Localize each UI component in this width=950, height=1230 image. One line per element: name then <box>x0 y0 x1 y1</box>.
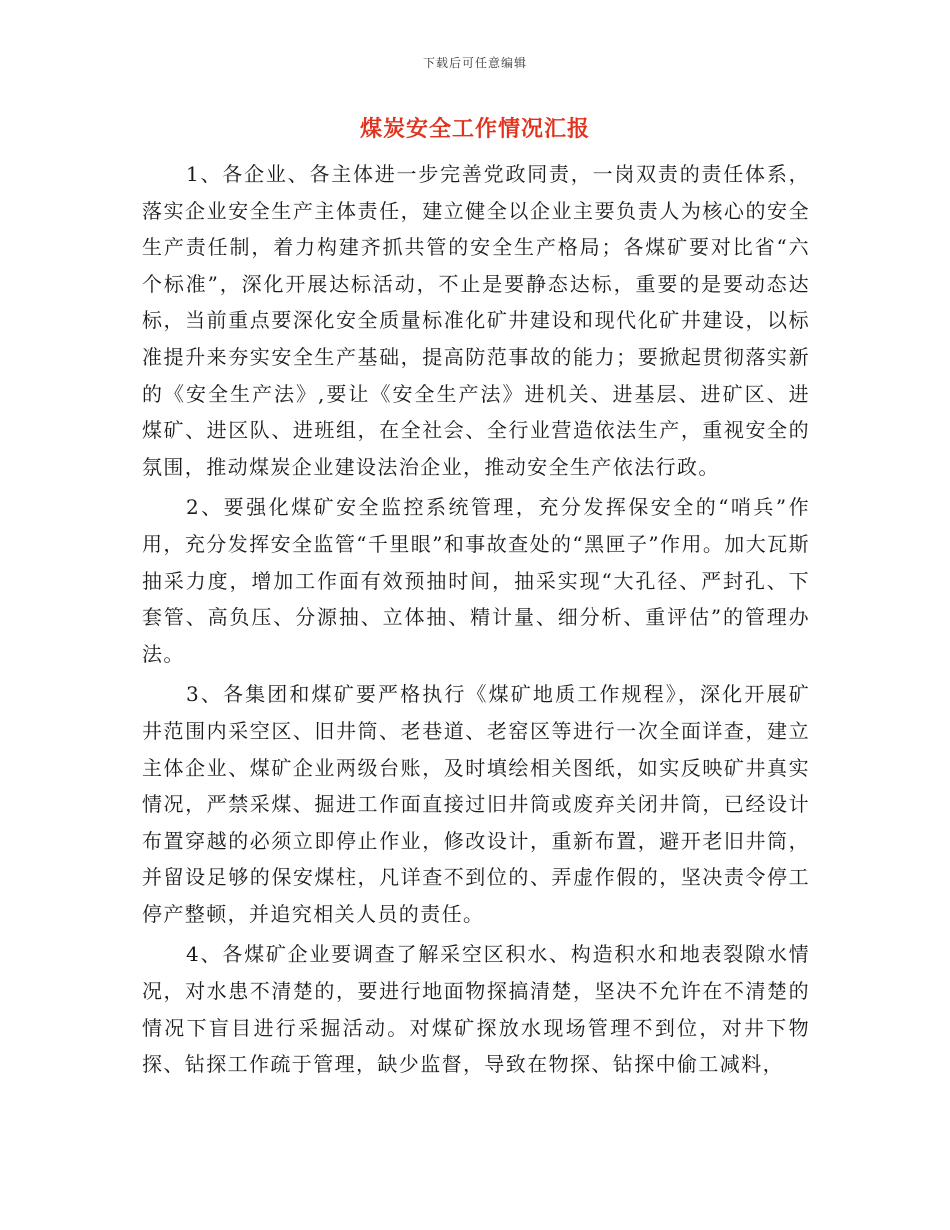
header-note: 下载后可任意编辑 <box>422 56 527 70</box>
paragraph-1: 1、各企业、各主体进一步完善党政同责，一岗双责的责任体系，落实企业安全生产主体责任，建立健全以企业主要负责人为核心的安全生产责任制，着力构建齐抓共管的安全生产格局；各煤矿要对比省“六个标准”，深化开展达标活动，不止是要静态达标，重要的是要动态达标，当前重点要深化安全质量标准化矿井建设和现代化矿井建设，以标准提升来夯实安全生产基础，提高防范事故的能力；要掀起贯彻落实新的《安全生产法》,要让《安全生产法》进机关、进基层、进矿区、进煤矿、进区队、进班组，在全社会、全行业营造依法生产，重视安全的氛围，推动煤炭企业建设法治企业，推动安全生产依法行政。 <box>142 162 810 479</box>
paragraph-4: 4、各煤矿企业要调查了解采空区积水、构造积水和地表裂隙水情况，对水患不清楚的，要进行地面物探搞清楚，坚决不允许在不清楚的情况下盲目进行采掘活动。对煤矿探放水现场管理不到位，对井下物探、钻探工作疏于管理，缺少监督，导致在物探、钻探中偷工减料， <box>142 942 810 1077</box>
paragraph-2: 2、要强化煤矿安全监控系统管理，充分发挥保安全的“哨兵”作用，充分发挥安全监管“千里眼”和事故查处的“黑匣子”作用。加大瓦斯抽采力度，增加工作面有效预抽时间，抽采实现“大孔径、严封孔、下套管、高负压、分源抽、立体抽、精计量、细分析、重评估”的管理办法。 <box>142 495 810 666</box>
paragraph-3: 3、各集团和煤矿要严格执行《煤矿地质工作规程》，深化开展矿井范围内采空区、旧井筒、老巷道、老窑区等进行一次全面详查，建立主体企业、煤矿企业两级台账，及时填绘相关图纸，如实反映矿井真实情况，严禁采煤、掘进工作面直接过旧井筒或废弃关闭井筒，已经设计布置穿越的必须立即停止作业，修改设计，重新布置，避开老旧井筒，并留设足够的保安煤柱，凡详查不到位的、弄虚作假的，坚决责令停工停产整顿，并追究相关人员的责任。 <box>142 682 810 926</box>
document-title: 煤炭安全工作情况汇报 <box>359 117 590 142</box>
document-body <box>142 156 810 1087</box>
